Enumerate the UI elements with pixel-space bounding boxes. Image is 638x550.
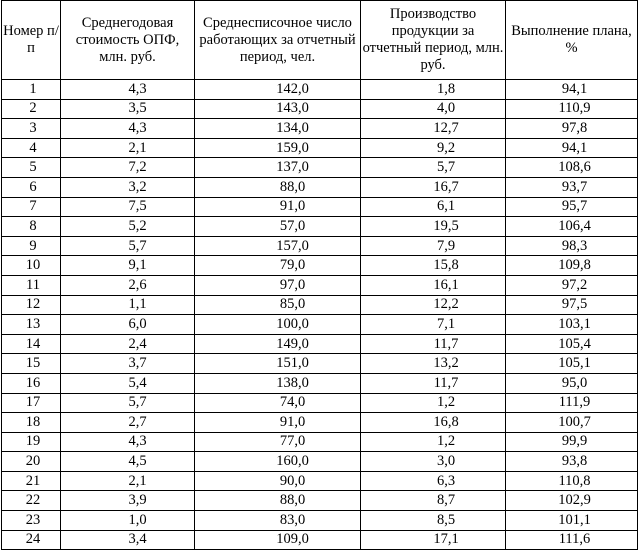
cell-plan: 94,1 bbox=[506, 138, 638, 158]
table-row bbox=[2, 99, 638, 119]
cell-production: 11,7 bbox=[361, 334, 506, 354]
cell-workers: 88,0 bbox=[195, 177, 361, 197]
cell-production: 4,0 bbox=[361, 99, 506, 119]
cell-plan: 111,9 bbox=[506, 393, 638, 413]
cell-production: 19,5 bbox=[361, 217, 506, 237]
cell-number: 17 bbox=[2, 393, 61, 413]
cell-production: 6,3 bbox=[361, 471, 506, 491]
table-row bbox=[2, 138, 638, 158]
cell-fixed-assets: 3,7 bbox=[61, 354, 195, 374]
cell-number: 15 bbox=[2, 354, 61, 374]
cell-workers: 91,0 bbox=[195, 413, 361, 433]
cell-fixed-assets: 3,9 bbox=[61, 491, 195, 511]
cell-plan: 108,6 bbox=[506, 158, 638, 178]
header-row bbox=[2, 1, 638, 80]
cell-fixed-assets: 3,2 bbox=[61, 177, 195, 197]
cell-number: 18 bbox=[2, 413, 61, 433]
cell-workers: 137,0 bbox=[195, 158, 361, 178]
cell-plan: 101,1 bbox=[506, 511, 638, 531]
table-row bbox=[2, 158, 638, 178]
table-row bbox=[2, 491, 638, 511]
cell-plan: 93,7 bbox=[506, 177, 638, 197]
table-row bbox=[2, 373, 638, 393]
cell-number: 16 bbox=[2, 373, 61, 393]
cell-plan: 109,8 bbox=[506, 256, 638, 276]
header-plan: Выполнение плана, % bbox=[506, 1, 638, 80]
cell-fixed-assets: 3,5 bbox=[61, 99, 195, 119]
table-row bbox=[2, 471, 638, 491]
cell-workers: 138,0 bbox=[195, 373, 361, 393]
table-row bbox=[2, 275, 638, 295]
data-table bbox=[1, 0, 638, 550]
header-production: Производство продукции за отчетный период, млн. руб. bbox=[361, 1, 506, 80]
cell-number: 6 bbox=[2, 177, 61, 197]
cell-fixed-assets: 4,3 bbox=[61, 80, 195, 100]
cell-plan: 103,1 bbox=[506, 315, 638, 335]
table-row bbox=[2, 315, 638, 335]
cell-number: 9 bbox=[2, 236, 61, 256]
table-header bbox=[2, 1, 638, 80]
cell-workers: 85,0 bbox=[195, 295, 361, 315]
cell-number: 20 bbox=[2, 452, 61, 472]
cell-plan: 99,9 bbox=[506, 432, 638, 452]
cell-fixed-assets: 4,3 bbox=[61, 119, 195, 139]
cell-number: 13 bbox=[2, 315, 61, 335]
cell-number: 19 bbox=[2, 432, 61, 452]
table-row bbox=[2, 177, 638, 197]
cell-fixed-assets: 7,2 bbox=[61, 158, 195, 178]
cell-number: 10 bbox=[2, 256, 61, 276]
table-row bbox=[2, 413, 638, 433]
table-body bbox=[2, 80, 638, 550]
cell-workers: 90,0 bbox=[195, 471, 361, 491]
cell-number: 11 bbox=[2, 275, 61, 295]
table-row bbox=[2, 119, 638, 139]
cell-production: 16,7 bbox=[361, 177, 506, 197]
cell-fixed-assets: 2,1 bbox=[61, 138, 195, 158]
cell-fixed-assets: 2,7 bbox=[61, 413, 195, 433]
cell-plan: 97,2 bbox=[506, 275, 638, 295]
cell-production: 6,1 bbox=[361, 197, 506, 217]
table-row bbox=[2, 256, 638, 276]
cell-workers: 142,0 bbox=[195, 80, 361, 100]
cell-workers: 157,0 bbox=[195, 236, 361, 256]
cell-production: 7,1 bbox=[361, 315, 506, 335]
cell-number: 21 bbox=[2, 471, 61, 491]
cell-workers: 97,0 bbox=[195, 275, 361, 295]
cell-fixed-assets: 7,5 bbox=[61, 197, 195, 217]
cell-plan: 95,7 bbox=[506, 197, 638, 217]
cell-production: 1,2 bbox=[361, 393, 506, 413]
cell-production: 1,8 bbox=[361, 80, 506, 100]
cell-number: 23 bbox=[2, 511, 61, 531]
cell-production: 13,2 bbox=[361, 354, 506, 374]
cell-fixed-assets: 9,1 bbox=[61, 256, 195, 276]
cell-workers: 88,0 bbox=[195, 491, 361, 511]
cell-fixed-assets: 5,7 bbox=[61, 393, 195, 413]
cell-production: 11,7 bbox=[361, 373, 506, 393]
cell-plan: 95,0 bbox=[506, 373, 638, 393]
cell-number: 1 bbox=[2, 80, 61, 100]
cell-plan: 97,8 bbox=[506, 119, 638, 139]
cell-fixed-assets: 5,4 bbox=[61, 373, 195, 393]
cell-fixed-assets: 3,4 bbox=[61, 530, 195, 550]
cell-number: 8 bbox=[2, 217, 61, 237]
cell-workers: 79,0 bbox=[195, 256, 361, 276]
cell-fixed-assets: 5,2 bbox=[61, 217, 195, 237]
cell-fixed-assets: 1,1 bbox=[61, 295, 195, 315]
cell-workers: 57,0 bbox=[195, 217, 361, 237]
cell-workers: 151,0 bbox=[195, 354, 361, 374]
cell-number: 3 bbox=[2, 119, 61, 139]
cell-number: 12 bbox=[2, 295, 61, 315]
cell-workers: 83,0 bbox=[195, 511, 361, 531]
cell-plan: 98,3 bbox=[506, 236, 638, 256]
header-workers: Среднесписочное число работающих за отчетный период, чел. bbox=[195, 1, 361, 80]
cell-production: 5,7 bbox=[361, 158, 506, 178]
table-row bbox=[2, 432, 638, 452]
cell-fixed-assets: 2,1 bbox=[61, 471, 195, 491]
cell-plan: 94,1 bbox=[506, 80, 638, 100]
cell-fixed-assets: 4,3 bbox=[61, 432, 195, 452]
cell-production: 8,5 bbox=[361, 511, 506, 531]
table-row bbox=[2, 236, 638, 256]
cell-number: 2 bbox=[2, 99, 61, 119]
cell-workers: 91,0 bbox=[195, 197, 361, 217]
cell-number: 14 bbox=[2, 334, 61, 354]
cell-production: 8,7 bbox=[361, 491, 506, 511]
cell-number: 7 bbox=[2, 197, 61, 217]
cell-production: 1,2 bbox=[361, 432, 506, 452]
cell-workers: 77,0 bbox=[195, 432, 361, 452]
cell-number: 5 bbox=[2, 158, 61, 178]
cell-plan: 106,4 bbox=[506, 217, 638, 237]
cell-workers: 143,0 bbox=[195, 99, 361, 119]
table-row bbox=[2, 295, 638, 315]
cell-plan: 110,9 bbox=[506, 99, 638, 119]
cell-production: 12,2 bbox=[361, 295, 506, 315]
header-number: Номер п/п bbox=[2, 1, 61, 80]
cell-plan: 93,8 bbox=[506, 452, 638, 472]
table-row bbox=[2, 393, 638, 413]
cell-number: 22 bbox=[2, 491, 61, 511]
cell-workers: 134,0 bbox=[195, 119, 361, 139]
cell-workers: 109,0 bbox=[195, 530, 361, 550]
cell-fixed-assets: 2,4 bbox=[61, 334, 195, 354]
table-row bbox=[2, 354, 638, 374]
table-row bbox=[2, 334, 638, 354]
cell-fixed-assets: 4,5 bbox=[61, 452, 195, 472]
cell-production: 16,1 bbox=[361, 275, 506, 295]
cell-fixed-assets: 6,0 bbox=[61, 315, 195, 335]
cell-number: 4 bbox=[2, 138, 61, 158]
cell-production: 17,1 bbox=[361, 530, 506, 550]
table-row bbox=[2, 452, 638, 472]
cell-plan: 105,4 bbox=[506, 334, 638, 354]
cell-plan: 97,5 bbox=[506, 295, 638, 315]
cell-production: 9,2 bbox=[361, 138, 506, 158]
table-row bbox=[2, 511, 638, 531]
cell-workers: 100,0 bbox=[195, 315, 361, 335]
cell-workers: 149,0 bbox=[195, 334, 361, 354]
cell-workers: 159,0 bbox=[195, 138, 361, 158]
cell-number: 24 bbox=[2, 530, 61, 550]
cell-fixed-assets: 5,7 bbox=[61, 236, 195, 256]
header-fixed-assets: Среднегодовая стоимость ОПФ, млн. руб. bbox=[61, 1, 195, 80]
cell-fixed-assets: 2,6 bbox=[61, 275, 195, 295]
cell-plan: 102,9 bbox=[506, 491, 638, 511]
cell-production: 7,9 bbox=[361, 236, 506, 256]
cell-plan: 105,1 bbox=[506, 354, 638, 374]
cell-production: 3,0 bbox=[361, 452, 506, 472]
cell-plan: 110,8 bbox=[506, 471, 638, 491]
cell-plan: 100,7 bbox=[506, 413, 638, 433]
cell-workers: 160,0 bbox=[195, 452, 361, 472]
table-row bbox=[2, 217, 638, 237]
table-row bbox=[2, 197, 638, 217]
cell-fixed-assets: 1,0 bbox=[61, 511, 195, 531]
cell-production: 12,7 bbox=[361, 119, 506, 139]
cell-workers: 74,0 bbox=[195, 393, 361, 413]
cell-production: 15,8 bbox=[361, 256, 506, 276]
cell-plan: 111,6 bbox=[506, 530, 638, 550]
table-row bbox=[2, 530, 638, 550]
cell-production: 16,8 bbox=[361, 413, 506, 433]
table-row bbox=[2, 80, 638, 100]
